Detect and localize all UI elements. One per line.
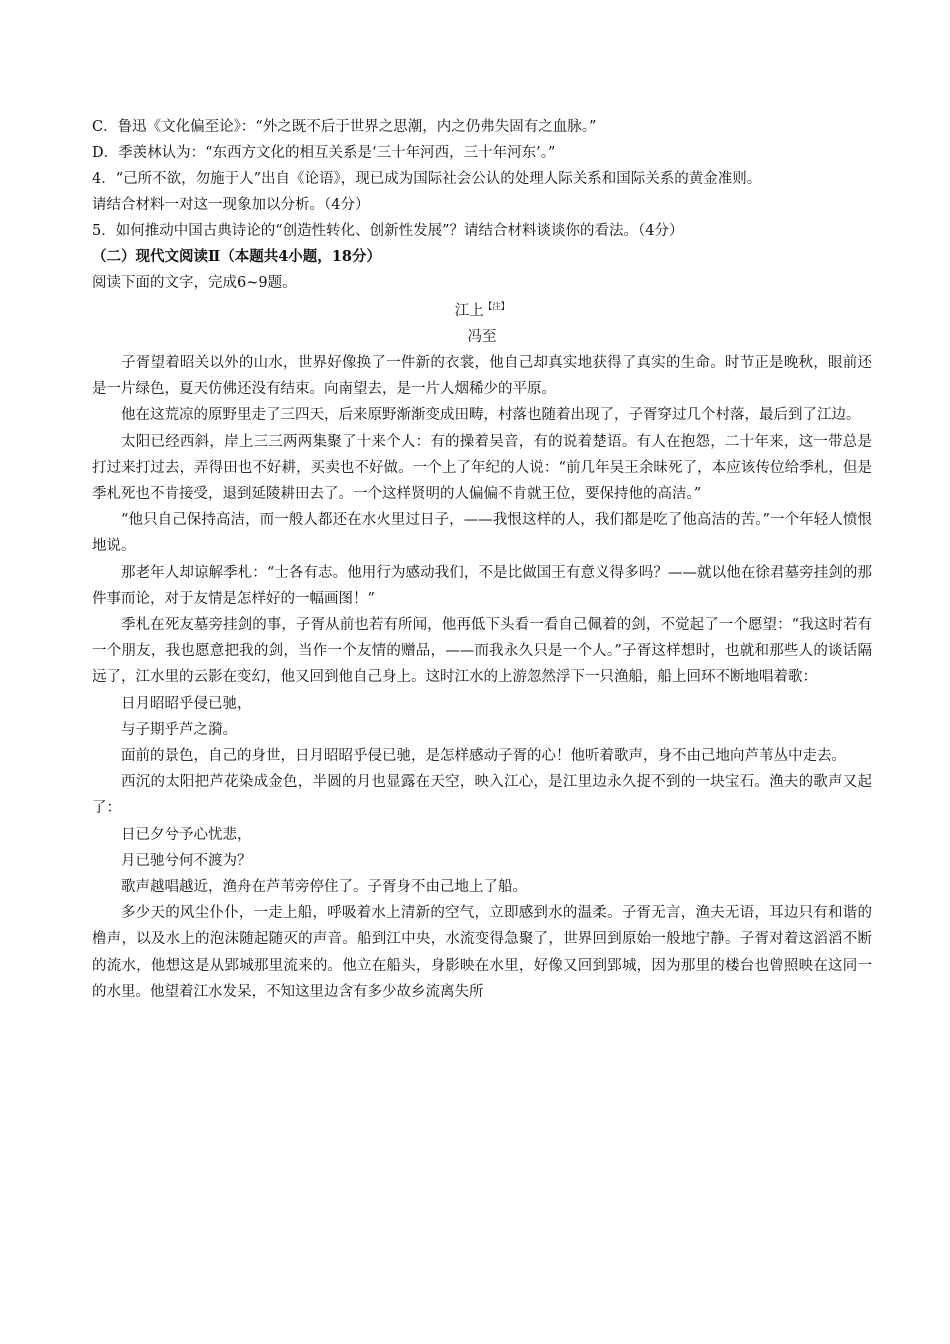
section-instruction: 阅读下面的文字，完成6~9题。 [92, 275, 297, 291]
song-line: 与子期乎芦之漪。 [121, 721, 237, 738]
paragraph: 多少天的风尘仆仆，一走上船，呼吸着水上清新的空气，立即感到水的温柔。子胥无言，渔夫无语，耳边只有和谐的橹声，以及水上的泡沫随起随灭的声音。船到江中央，水流变得急聚了，世界回到原始一般地宁静。子胥对着这滔滔不断的流水，他想这是从郢城那里流来的。他立在船头，身影映在水里，好像又回到郢城，因为那里的楼台也曾照映在这同一的水里。他望着江水发呆，不知这里边含有多少故乡流离失所 [92, 905, 872, 1000]
section-heading: （二）现代文阅读Ⅱ（本题共4小题，18分） [92, 248, 381, 265]
paragraph: “他只自己保持高洁，而一般人都还在水火里过日子，——我恨这样的人，我们都是吃了他高洁的苦。”一个年轻人愤恨地说。 [92, 512, 872, 555]
question-4-line-1: 4．“己所不欲，勿施于人”出自《论语》，现已成为国际社会公认的处理人际关系和国际关系的黄金准则。 [92, 171, 762, 187]
paragraph: 歌声越唱越近，渔舟在芦苇旁停住了。子胥身不由己地上了船。 [121, 879, 527, 896]
paragraph: 那老年人却谅解季札：“士各有志。他用行为感动我们，不是比做国王有意义得多吗？——就以他在徐君墓旁挂剑的那件事而论，对于友情是怎样好的一幅画图！” [92, 564, 872, 607]
paragraph: 西沉的太阳把芦花染成金色，半圆的月也显露在天空，映入江心，是江里边永久捉不到的一块宝石。渔夫的歌声又起了： [92, 774, 872, 817]
option-d: D．季羡林认为：“东西方文化的相互关系是‘三十年河西，三十年河东’。” [92, 145, 556, 161]
article-author: 冯至 [467, 329, 497, 345]
song-line: 日月昭昭乎侵已驰， [121, 695, 252, 712]
song-line: 日已夕兮予心忧悲， [121, 826, 252, 843]
option-c: C．鲁迅《文化偏至论》：“外之既不后于世界之思潮，内之仍弗失固有之血脉。” [92, 119, 597, 135]
paragraph: 太阳已经西斜，岸上三三两两集聚了十来个人：有的操着吴音，有的说着楚语。有人在抱怨，二十年来，这一带总是打过来打过去，弄得田也不好耕，买卖也不好做。一个上了年纪的人说：“前几年吴王余昧死了，本应该传位给季札，但是季札死也不肯接受，退到延陵耕田去了。一个这样贤明的人偏偏不肯就王位，要保持他的高洁。” [92, 433, 872, 503]
paragraph: 面前的景色，自己的身世，日月昭昭乎侵已驰，是怎样感动子胥的心！他听着歌声，身不由己地向芦苇丛中走去。 [121, 748, 846, 765]
paragraph: 子胥望着昭关以外的山水，世界好像换了一件新的衣裳，他自己却真实地获得了真实的生命。时节正是晚秋，眼前还是一片绿色，夏天仿佛还没有结束。向南望去，是一片人烟稀少的平原。 [92, 355, 872, 398]
song-line: 月已驰兮何不渡为？ [121, 852, 252, 869]
paragraph: 他在这荒凉的原野里走了三四天，后来原野渐渐变成田畴，村落也随着出现了，子胥穿过几个村落，最后到了江边。 [121, 407, 861, 424]
note-mark: 【注】 [483, 302, 510, 313]
article-title-text: 江上 [454, 303, 484, 319]
question-5: 5．如何推动中国古典诗论的“创造性转化、创新性发展”？请结合材料谈谈你的看法。（4分） [92, 223, 684, 239]
document-page [92, 114, 872, 1005]
paragraph: 季札在死友墓旁挂剑的事，子胥从前也若有所闻，他再低下头看一看自己佩着的剑，不觉起了一个愿望：“我这时若有一个朋友，我也愿意把我的剑，当作一个友情的赠品，——而我永久只是一个人。”子胥这样想时，也就和那些人的谈话隔远了，江水里的云影在变幻，他又回到他自己身上。这时江水的上游忽然浮下一只渔船，船上回环不断地唱着歌： [92, 617, 872, 686]
article-title [92, 298, 872, 324]
question-4-line-2: 请结合材料一对这一现象加以分析。（4分） [92, 197, 370, 213]
